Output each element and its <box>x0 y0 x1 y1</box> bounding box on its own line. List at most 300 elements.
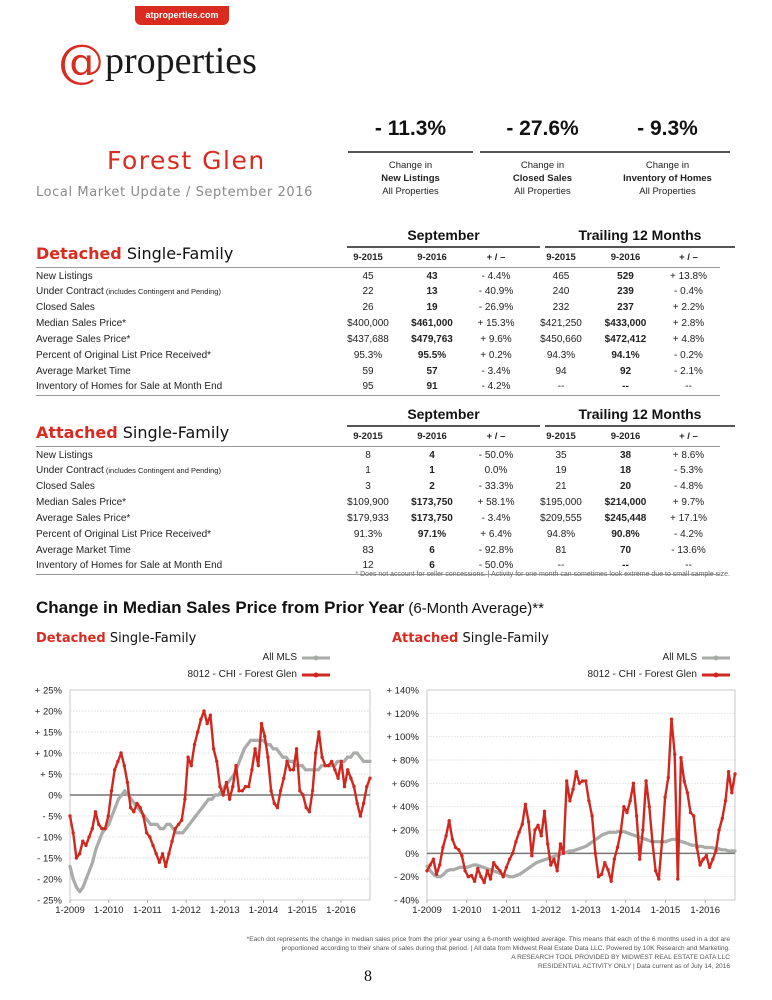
row-label: Median Sales Price* <box>36 317 127 329</box>
data-point-forest-glen <box>368 777 371 780</box>
data-point-forest-glen <box>346 768 349 771</box>
data-point-forest-glen <box>126 781 129 784</box>
table-cell: - 92.8% <box>478 544 514 556</box>
data-point-forest-glen <box>301 793 304 796</box>
y-tick-label: - 10% <box>37 832 62 844</box>
data-point-forest-glen <box>365 785 368 788</box>
data-point-forest-glen <box>457 848 460 851</box>
data-point-forest-glen <box>228 798 231 801</box>
table-cell: $433,000 <box>604 317 647 329</box>
series-line-forest-glen <box>70 711 370 866</box>
y-tick-label: - 20% <box>37 874 62 886</box>
data-point-forest-glen <box>151 844 154 847</box>
table-cell: 91.3% <box>353 528 383 540</box>
data-point-all-mls <box>515 874 518 877</box>
x-tick-label: 1-2014 <box>610 905 641 916</box>
data-point-forest-glen <box>565 779 568 782</box>
table-cell: 1 <box>365 464 371 476</box>
data-point-forest-glen <box>651 840 654 843</box>
table-cell: 45 <box>362 270 374 282</box>
table-cell: 19 <box>426 301 438 313</box>
data-point-all-mls <box>581 846 584 849</box>
legend-swatch-all-mls <box>702 654 730 662</box>
table-cell: - 5.3% <box>674 464 703 476</box>
data-point-all-mls <box>452 868 455 871</box>
data-point-all-mls <box>307 768 310 771</box>
column-header: 9-2016 <box>400 428 464 446</box>
data-point-all-mls <box>730 849 733 852</box>
stat-label: Change in New Listings All Properties <box>381 160 440 197</box>
stat-divider <box>348 151 473 153</box>
column-header: + / – <box>657 249 720 267</box>
data-point-forest-glen <box>142 814 145 817</box>
table-cell: -- <box>657 558 720 574</box>
data-point-forest-glen <box>161 852 164 855</box>
data-point-all-mls <box>429 869 432 872</box>
data-point-all-mls <box>365 760 368 763</box>
data-point-forest-glen <box>97 823 100 826</box>
data-point-forest-glen <box>158 861 161 864</box>
data-point-forest-glen <box>234 764 237 767</box>
table-cell: 43 <box>426 270 438 282</box>
table-cell: + 0.2% <box>480 349 512 361</box>
data-point-all-mls <box>584 845 587 848</box>
x-tick-label: 1-2011 <box>132 905 162 916</box>
table-cell: + 17.1% <box>670 512 707 524</box>
data-point-all-mls <box>555 854 558 857</box>
data-point-forest-glen <box>616 846 619 849</box>
data-point-all-mls <box>614 831 617 834</box>
table-cell: 94.8% <box>546 528 576 540</box>
table-cell: $479,763 <box>411 333 453 345</box>
table-cell: 12 <box>336 558 400 574</box>
data-point-all-mls <box>680 840 683 843</box>
data-point-forest-glen <box>432 858 435 861</box>
data-point-all-mls <box>627 832 630 835</box>
row-label: Percent of Original List Price Received* <box>36 528 212 540</box>
data-point-forest-glen <box>107 814 110 817</box>
data-point-forest-glen <box>241 789 244 792</box>
data-point-all-mls <box>239 756 242 759</box>
data-point-all-mls <box>75 886 78 889</box>
table-cell: 237 <box>617 301 634 313</box>
chart-title-detached: Detached Single-Family <box>36 631 197 646</box>
column-header: + / – <box>464 428 528 446</box>
table-cell: $214,000 <box>604 496 647 508</box>
table-cell: 3 <box>365 480 371 492</box>
data-point-forest-glen <box>479 875 482 878</box>
data-point-forest-glen <box>575 770 578 773</box>
data-point-forest-glen <box>314 751 317 754</box>
data-point-all-mls <box>521 870 524 873</box>
table-row <box>36 363 720 379</box>
table-row <box>36 347 720 363</box>
data-point-all-mls <box>475 863 478 866</box>
data-point-all-mls <box>81 886 84 889</box>
data-point-all-mls <box>571 849 574 852</box>
data-point-forest-glen <box>511 852 514 855</box>
data-point-forest-glen <box>180 819 183 822</box>
table-cell: 59 <box>362 365 374 377</box>
data-point-all-mls <box>252 739 255 742</box>
data-point-forest-glen <box>714 849 717 852</box>
data-point-forest-glen <box>225 781 228 784</box>
data-point-forest-glen <box>119 751 122 754</box>
data-point-forest-glen <box>451 838 454 841</box>
data-point-all-mls <box>690 844 693 847</box>
data-point-all-mls <box>275 747 278 750</box>
data-point-forest-glen <box>123 764 126 767</box>
group-divider <box>347 246 540 248</box>
stat-new-listings <box>348 117 473 198</box>
data-point-forest-glen <box>298 789 301 792</box>
table-cell: $109,900 <box>347 496 389 508</box>
data-point-forest-glen <box>473 880 476 883</box>
data-point-forest-glen <box>164 865 167 868</box>
data-point-forest-glen <box>679 756 682 759</box>
row-label: Inventory of Homes for Sale at Month End <box>36 379 336 395</box>
data-point-all-mls <box>343 760 346 763</box>
data-point-all-mls <box>204 802 207 805</box>
data-point-all-mls <box>201 806 204 809</box>
data-point-all-mls <box>152 823 155 826</box>
data-point-forest-glen <box>505 866 508 869</box>
data-point-forest-glen <box>237 789 240 792</box>
table-cell: - 0.4% <box>674 285 703 297</box>
data-point-all-mls <box>159 827 162 830</box>
y-tick-label: - 20% <box>394 872 419 884</box>
data-point-forest-glen <box>632 782 635 785</box>
table-row <box>36 462 720 478</box>
table-cell: 21 <box>555 480 567 492</box>
y-tick-label: + 15% <box>34 727 62 739</box>
group-title-trailing: Trailing 12 Months <box>578 227 702 243</box>
data-point-forest-glen <box>663 796 666 799</box>
data-point-all-mls <box>356 751 359 754</box>
data-point-forest-glen <box>638 858 641 861</box>
data-point-forest-glen <box>619 831 622 834</box>
data-point-forest-glen <box>330 760 333 763</box>
data-point-forest-glen <box>730 791 733 794</box>
data-point-forest-glen <box>135 802 138 805</box>
data-point-forest-glen <box>196 730 199 733</box>
data-point-all-mls <box>304 768 307 771</box>
legend-swatch-forest-glen <box>702 671 730 679</box>
data-point-forest-glen <box>733 772 736 775</box>
table-cell: 97.1% <box>417 528 447 540</box>
data-point-all-mls <box>352 751 355 754</box>
data-point-forest-glen <box>279 789 282 792</box>
data-point-all-mls <box>114 806 117 809</box>
data-point-all-mls <box>704 846 707 849</box>
y-tick-label: + 120% <box>386 708 419 720</box>
data-point-forest-glen <box>552 858 555 861</box>
table-cell: $421,250 <box>540 317 582 329</box>
table-cell: 239 <box>617 285 634 297</box>
data-point-all-mls <box>110 814 113 817</box>
data-point-all-mls <box>611 831 614 834</box>
data-point-forest-glen <box>167 852 170 855</box>
data-point-forest-glen <box>91 827 94 830</box>
data-point-forest-glen <box>495 866 498 869</box>
data-point-forest-glen <box>644 779 647 782</box>
data-point-forest-glen <box>705 854 708 857</box>
row-label: Average Market Time <box>36 365 131 377</box>
data-point-forest-glen <box>81 840 84 843</box>
x-tick-label: 1-2016 <box>690 905 720 916</box>
legend-detached <box>150 649 330 683</box>
data-point-forest-glen <box>463 869 466 872</box>
table-cell: 20 <box>619 480 632 492</box>
legend-item: 8012 - CHI - Forest Glen <box>150 666 330 683</box>
data-point-all-mls <box>88 869 91 872</box>
table-row <box>36 494 720 510</box>
data-point-all-mls <box>442 873 445 876</box>
row-label: Closed Sales <box>36 480 95 492</box>
data-point-all-mls <box>78 890 81 893</box>
table-cell: - 3.4% <box>481 512 511 524</box>
data-point-all-mls <box>85 877 88 880</box>
data-point-forest-glen <box>276 806 279 809</box>
data-point-forest-glen <box>78 852 81 855</box>
data-point-forest-glen <box>247 785 250 788</box>
data-point-forest-glen <box>359 814 362 817</box>
data-point-forest-glen <box>517 831 520 834</box>
data-point-forest-glen <box>333 768 336 771</box>
data-point-all-mls <box>317 768 320 771</box>
data-point-forest-glen <box>470 874 473 877</box>
data-point-forest-glen <box>129 806 132 809</box>
data-point-forest-glen <box>695 846 698 849</box>
row-label: New Listings <box>36 449 93 461</box>
column-header: 9-2016 <box>594 249 657 267</box>
data-point-forest-glen <box>606 868 609 871</box>
data-point-all-mls <box>149 823 152 826</box>
legend-swatch-forest-glen <box>302 671 330 679</box>
column-header: + / – <box>464 249 528 267</box>
data-point-forest-glen <box>654 869 657 872</box>
data-point-all-mls <box>91 861 94 864</box>
data-point-all-mls <box>684 841 687 844</box>
legend-item: All MLS <box>510 649 730 666</box>
data-point-all-mls <box>495 870 498 873</box>
data-point-forest-glen <box>530 854 533 857</box>
data-point-forest-glen <box>657 877 660 880</box>
data-point-forest-glen <box>521 823 524 826</box>
data-point-forest-glen <box>698 863 701 866</box>
table-cell: - 4.2% <box>464 379 528 395</box>
x-tick-label: 1-2009 <box>55 905 85 916</box>
data-point-forest-glen <box>253 747 256 750</box>
data-point-all-mls <box>700 845 703 848</box>
data-point-all-mls <box>654 840 657 843</box>
data-point-all-mls <box>301 764 304 767</box>
data-point-forest-glen <box>622 805 625 808</box>
row-label: Under Contract (includes Contingent and Pending) <box>36 464 221 476</box>
data-point-forest-glen <box>629 799 632 802</box>
table-row <box>36 510 720 526</box>
y-tick-label: 0% <box>48 790 62 802</box>
data-point-all-mls <box>268 743 271 746</box>
data-point-forest-glen <box>308 810 311 813</box>
data-point-forest-glen <box>610 880 613 883</box>
table-cell: 91 <box>400 379 464 395</box>
data-point-forest-glen <box>498 869 501 872</box>
data-point-forest-glen <box>702 858 705 861</box>
data-point-forest-glen <box>489 877 492 880</box>
y-tick-label: + 40% <box>391 802 419 814</box>
data-point-all-mls <box>624 831 627 834</box>
data-point-all-mls <box>188 823 191 826</box>
y-tick-label: + 20% <box>34 706 62 718</box>
data-point-forest-glen <box>356 802 359 805</box>
data-point-all-mls <box>671 838 674 841</box>
data-point-forest-glen <box>508 858 511 861</box>
y-tick-label: + 60% <box>391 778 419 790</box>
table-cell: 18 <box>619 464 632 476</box>
data-point-forest-glen <box>177 823 180 826</box>
table-row <box>36 283 720 299</box>
chart-title-attached: Attached Single-Family <box>392 631 549 646</box>
table-cell: 95.5% <box>417 349 447 361</box>
table-cell: 1 <box>429 464 435 476</box>
data-point-forest-glen <box>692 814 695 817</box>
table-row <box>36 526 720 542</box>
data-point-forest-glen <box>273 802 276 805</box>
data-point-forest-glen <box>305 806 308 809</box>
data-point-forest-glen <box>648 805 651 808</box>
data-point-all-mls <box>178 831 181 834</box>
data-point-forest-glen <box>103 827 106 830</box>
data-point-forest-glen <box>100 827 103 830</box>
group-title-month: September <box>407 406 480 422</box>
data-point-all-mls <box>168 823 171 826</box>
data-point-forest-glen <box>460 854 463 857</box>
site-url-badge[interactable]: atproperties.com <box>135 6 229 25</box>
table-cell: + 9.6% <box>480 333 512 345</box>
group-divider <box>545 246 735 248</box>
row-label: Under Contract (includes Contingent and Pending) <box>36 285 221 297</box>
table-cell: 0.0% <box>484 464 508 476</box>
x-tick-label: 1-2011 <box>492 905 521 916</box>
data-point-forest-glen <box>721 817 724 820</box>
data-point-all-mls <box>472 863 475 866</box>
table-cell: 81 <box>555 544 567 556</box>
data-point-all-mls <box>720 848 723 851</box>
data-point-forest-glen <box>250 768 253 771</box>
row-label: Inventory of Homes for Sale at Month End <box>36 558 336 574</box>
table-cell: 465 <box>552 270 570 282</box>
data-point-forest-glen <box>260 722 263 725</box>
data-point-all-mls <box>146 819 149 822</box>
chart-detached <box>0 680 380 920</box>
x-tick-label: 1-2009 <box>412 905 442 916</box>
table-cell: 4 <box>429 449 435 461</box>
table-cell: + 13.8% <box>670 270 707 282</box>
data-point-forest-glen <box>132 810 135 813</box>
legend-swatch-all-mls <box>302 654 330 662</box>
data-point-all-mls <box>336 760 339 763</box>
table-cell: - 33.3% <box>478 480 514 492</box>
data-point-forest-glen <box>524 803 527 806</box>
data-point-all-mls <box>117 798 120 801</box>
data-point-all-mls <box>320 764 323 767</box>
data-point-forest-glen <box>324 764 327 767</box>
data-point-forest-glen <box>584 779 587 782</box>
data-point-forest-glen <box>215 760 218 763</box>
table-cell: - 4.2% <box>674 528 703 540</box>
table-cell: 94.1% <box>611 349 640 361</box>
data-point-all-mls <box>194 814 197 817</box>
stat-divider <box>480 151 605 153</box>
data-point-forest-glen <box>343 785 346 788</box>
y-tick-label: + 20% <box>391 825 419 837</box>
data-point-forest-glen <box>84 844 87 847</box>
data-point-forest-glen <box>202 709 205 712</box>
data-point-forest-glen <box>212 747 215 750</box>
data-point-forest-glen <box>209 714 212 717</box>
table-cell: 94.3% <box>546 349 576 361</box>
table-cell: - 3.4% <box>481 365 511 377</box>
table-cell: - 40.9% <box>478 285 514 297</box>
data-point-forest-glen <box>717 828 720 831</box>
data-point-all-mls <box>197 810 200 813</box>
table-cell: 35 <box>555 449 567 461</box>
data-point-forest-glen <box>145 831 148 834</box>
table-cell: 6 <box>400 558 464 574</box>
data-point-forest-glen <box>676 877 679 880</box>
row-label: Percent of Original List Price Received* <box>36 349 212 361</box>
data-point-all-mls <box>588 842 591 845</box>
data-point-all-mls <box>455 867 458 870</box>
table-row <box>36 446 720 462</box>
table-cell: 92 <box>619 365 632 377</box>
column-header: 9-2016 <box>594 428 657 446</box>
data-point-forest-glen <box>667 776 670 779</box>
data-point-forest-glen <box>244 785 247 788</box>
data-point-forest-glen <box>352 785 355 788</box>
table-cell: + 2.8% <box>672 317 705 329</box>
x-tick-label: 1-2012 <box>531 905 562 916</box>
data-point-all-mls <box>207 798 210 801</box>
data-point-forest-glen <box>587 799 590 802</box>
table-footnote: * Does not account for seller concessions. | Activity for one month can sometimes look extreme due to small sample size. <box>355 571 730 578</box>
data-point-all-mls <box>508 875 511 878</box>
data-point-all-mls <box>518 873 521 876</box>
data-point-all-mls <box>362 760 365 763</box>
column-header: 9-2016 <box>400 249 464 267</box>
data-point-forest-glen <box>486 869 489 872</box>
data-point-all-mls <box>120 793 123 796</box>
data-point-all-mls <box>359 756 362 759</box>
data-point-forest-glen <box>269 789 272 792</box>
data-point-forest-glen <box>317 730 320 733</box>
table-cell: - 0.2% <box>674 349 703 361</box>
table-cell: 83 <box>362 544 374 556</box>
logo-at-symbol: @ <box>58 34 104 88</box>
data-point-all-mls <box>687 842 690 845</box>
data-point-forest-glen <box>571 788 574 791</box>
data-point-all-mls <box>272 747 275 750</box>
data-point-all-mls <box>449 868 452 871</box>
data-point-forest-glen <box>546 842 549 845</box>
data-point-forest-glen <box>562 852 565 855</box>
data-point-all-mls <box>94 848 97 851</box>
group-title-trailing: Trailing 12 Months <box>578 406 702 422</box>
group-divider <box>545 425 735 427</box>
data-point-forest-glen <box>625 811 628 814</box>
y-tick-label: - 15% <box>37 853 62 865</box>
